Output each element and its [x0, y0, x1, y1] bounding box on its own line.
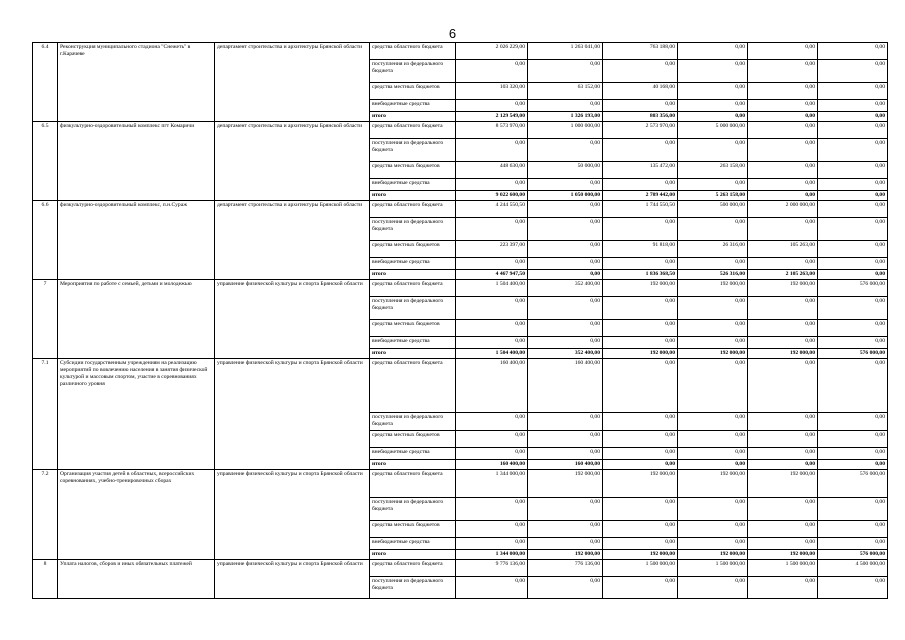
amount-cell: 0,00 — [818, 297, 888, 320]
amount-cell: 50 000,00 — [528, 162, 603, 179]
funding-source: итого — [370, 349, 456, 359]
amount-cell: 1 500 000,00 — [748, 560, 818, 577]
amount-cell: 4 244 550,50 — [456, 201, 528, 218]
amount-cell: 2 026 229,00 — [456, 43, 528, 60]
amount-cell: 0,00 — [818, 258, 888, 270]
table-row — [33, 359, 888, 413]
amount-cell: 0,00 — [748, 43, 818, 60]
amount-cell: 576 000,00 — [818, 470, 888, 498]
funding-source: внебюджетные средства — [370, 448, 456, 460]
table-row — [33, 201, 888, 218]
amount-cell: 0,00 — [603, 538, 678, 550]
amount-cell: 0,00 — [678, 320, 748, 337]
amount-cell: 105 263,00 — [748, 241, 818, 258]
funding-source: итого — [370, 191, 456, 201]
amount-cell: 576 000,00 — [818, 550, 888, 560]
amount-cell: 0,00 — [748, 112, 818, 122]
amount-cell: 0,00 — [818, 191, 888, 201]
amount-cell: 1 836 368,50 — [603, 270, 678, 280]
amount-cell: 0,00 — [603, 100, 678, 112]
amount-cell: 0,00 — [678, 448, 748, 460]
amount-cell: 0,00 — [603, 431, 678, 448]
amount-cell: 0,00 — [678, 521, 748, 538]
amount-cell: 0,00 — [528, 448, 603, 460]
amount-cell: 0,00 — [456, 139, 528, 162]
amount-cell: 0,00 — [818, 112, 888, 122]
amount-cell: 0,00 — [818, 577, 888, 599]
funding-source: средства местных бюджетов — [370, 521, 456, 538]
amount-cell: 0,00 — [456, 100, 528, 112]
amount-cell: 192 000,00 — [748, 280, 818, 297]
section-number: 7 — [33, 280, 58, 359]
amount-cell: 0,00 — [748, 359, 818, 413]
amount-cell: 1 000 000,00 — [528, 122, 603, 139]
amount-cell: 1 504 400,00 — [456, 349, 528, 359]
amount-cell: 0,00 — [603, 258, 678, 270]
amount-cell: 0,00 — [603, 139, 678, 162]
amount-cell: 192 000,00 — [603, 280, 678, 297]
section-number: 7.2 — [33, 470, 58, 560]
amount-cell: 0,00 — [748, 460, 818, 470]
amount-cell: 0,00 — [748, 577, 818, 599]
measure-name: физкультурно-оздоровительный комплекс пгт Комаричи — [58, 122, 215, 201]
amount-cell: 576 000,00 — [818, 349, 888, 359]
amount-cell: 0,00 — [456, 448, 528, 460]
amount-cell: 160 400,00 — [528, 359, 603, 413]
amount-cell: 0,00 — [456, 218, 528, 241]
amount-cell: 0,00 — [748, 191, 818, 201]
amount-cell: 0,00 — [456, 498, 528, 521]
amount-cell: 0,00 — [678, 337, 748, 349]
amount-cell: 1 344 000,00 — [456, 550, 528, 560]
amount-cell: 0,00 — [748, 122, 818, 139]
measure-name: Реконструкция муниципального стадиона "Снежеть" в г.Карачеве — [58, 43, 215, 122]
amount-cell: 5 263 158,00 — [678, 191, 748, 201]
amount-cell: 0,00 — [528, 179, 603, 191]
amount-cell: 0,00 — [818, 241, 888, 258]
amount-cell: 1 344 000,00 — [456, 470, 528, 498]
amount-cell: 0,00 — [528, 60, 603, 83]
amount-cell: 192 000,00 — [603, 550, 678, 560]
amount-cell: 0,00 — [748, 337, 818, 349]
section-number: 7.1 — [33, 359, 58, 470]
table-row — [33, 122, 888, 139]
amount-cell: 352 400,00 — [528, 280, 603, 297]
amount-cell: 0,00 — [748, 258, 818, 270]
amount-cell: 2 105 263,00 — [748, 270, 818, 280]
amount-cell: 0,00 — [678, 431, 748, 448]
amount-cell: 0,00 — [678, 112, 748, 122]
amount-cell: 0,00 — [818, 43, 888, 60]
page-number: 6 — [448, 26, 457, 41]
funding-source: поступления из федерального бюджета — [370, 498, 456, 521]
funding-source: средства областного бюджета — [370, 201, 456, 218]
funding-source: внебюджетные средства — [370, 337, 456, 349]
amount-cell: 0,00 — [748, 162, 818, 179]
section-number: 8 — [33, 560, 58, 599]
amount-cell: 0,00 — [678, 43, 748, 60]
funding-source: поступления из федерального бюджета — [370, 60, 456, 83]
funding-source: средства областного бюджета — [370, 470, 456, 498]
amount-cell: 192 000,00 — [678, 470, 748, 498]
amount-cell: 160 400,00 — [456, 359, 528, 413]
amount-cell: 0,00 — [748, 320, 818, 337]
amount-cell: 0,00 — [456, 60, 528, 83]
amount-cell: 500 000,00 — [678, 201, 748, 218]
amount-cell: 0,00 — [603, 320, 678, 337]
amount-cell: 0,00 — [528, 498, 603, 521]
section-number: 6.6 — [33, 201, 58, 280]
amount-cell: 0,00 — [456, 258, 528, 270]
amount-cell: 192 000,00 — [603, 349, 678, 359]
amount-cell: 0,00 — [818, 83, 888, 100]
amount-cell: 0,00 — [748, 60, 818, 83]
amount-cell: 0,00 — [678, 297, 748, 320]
funding-source: итого — [370, 112, 456, 122]
amount-cell: 0,00 — [603, 577, 678, 599]
amount-cell: 8 573 970,00 — [456, 122, 528, 139]
amount-cell: 192 000,00 — [748, 550, 818, 560]
budget-table — [32, 42, 888, 599]
measure-name: физкультурно-оздоровительный комплекс, п.н.Сураж — [58, 201, 215, 280]
executor: департамент строительства и архитектуры Брянской области — [215, 43, 370, 122]
amount-cell: 0,00 — [678, 577, 748, 599]
amount-cell: 40 168,00 — [603, 83, 678, 100]
amount-cell: 0,00 — [748, 521, 818, 538]
amount-cell: 0,00 — [748, 448, 818, 460]
amount-cell: 0,00 — [818, 337, 888, 349]
funding-source: поступления из федерального бюджета — [370, 297, 456, 320]
amount-cell: 0,00 — [818, 139, 888, 162]
measure-name: Субсидии государственным учреждениям на реализацию мероприятий по вовлечению населения в занятия физической культурой и массовым спортом, участие в соревнованиях различного уровня — [58, 359, 215, 470]
amount-cell: 91 818,00 — [603, 241, 678, 258]
amount-cell: 0,00 — [603, 179, 678, 191]
funding-source: поступления из федерального бюджета — [370, 577, 456, 599]
executor: управление физической культуры и спорта Брянской области — [215, 280, 370, 359]
amount-cell: 135 472,00 — [603, 162, 678, 179]
measure-name: Уплата налогов, сборов и иных обязательных платежей — [58, 560, 215, 599]
amount-cell: 526 316,00 — [678, 270, 748, 280]
amount-cell: 0,00 — [603, 413, 678, 431]
amount-cell: 776 136,00 — [528, 560, 603, 577]
amount-cell: 0,00 — [528, 431, 603, 448]
funding-source: средства местных бюджетов — [370, 431, 456, 448]
amount-cell: 5 000 000,00 — [678, 122, 748, 139]
amount-cell: 2 000 000,00 — [748, 201, 818, 218]
amount-cell: 0,00 — [603, 498, 678, 521]
amount-cell: 0,00 — [748, 413, 818, 431]
amount-cell: 4 467 947,50 — [456, 270, 528, 280]
amount-cell: 803 356,00 — [603, 112, 678, 122]
amount-cell: 0,00 — [456, 297, 528, 320]
amount-cell: 0,00 — [678, 218, 748, 241]
amount-cell: 0,00 — [528, 270, 603, 280]
amount-cell: 1 050 000,00 — [528, 191, 603, 201]
amount-cell: 0,00 — [818, 218, 888, 241]
funding-source: средства областного бюджета — [370, 122, 456, 139]
amount-cell: 1 744 550,50 — [603, 201, 678, 218]
amount-cell: 0,00 — [678, 498, 748, 521]
amount-cell: 1 500 000,00 — [678, 560, 748, 577]
amount-cell: 0,00 — [528, 538, 603, 550]
amount-cell: 0,00 — [528, 297, 603, 320]
amount-cell: 0,00 — [456, 337, 528, 349]
amount-cell: 0,00 — [678, 413, 748, 431]
amount-cell: 0,00 — [818, 122, 888, 139]
amount-cell: 1 263 041,00 — [528, 43, 603, 60]
executor: управление физической культуры и спорта Брянской области — [215, 359, 370, 470]
amount-cell: 0,00 — [528, 100, 603, 112]
funding-source: внебюджетные средства — [370, 179, 456, 191]
amount-cell: 0,00 — [528, 577, 603, 599]
amount-cell: 192 000,00 — [748, 470, 818, 498]
amount-cell: 0,00 — [456, 521, 528, 538]
table-row — [33, 280, 888, 297]
amount-cell: 2 129 549,00 — [456, 112, 528, 122]
funding-source: внебюджетные средства — [370, 258, 456, 270]
amount-cell: 26 316,00 — [678, 241, 748, 258]
amount-cell: 160 400,00 — [528, 460, 603, 470]
funding-source: средства областного бюджета — [370, 280, 456, 297]
amount-cell: 0,00 — [528, 139, 603, 162]
amount-cell: 0,00 — [603, 448, 678, 460]
amount-cell: 0,00 — [748, 297, 818, 320]
amount-cell: 0,00 — [456, 431, 528, 448]
amount-cell: 0,00 — [528, 241, 603, 258]
amount-cell: 0,00 — [748, 139, 818, 162]
amount-cell: 0,00 — [603, 218, 678, 241]
amount-cell: 9 776 136,00 — [456, 560, 528, 577]
section-number: 6.4 — [33, 43, 58, 122]
amount-cell: 0,00 — [818, 320, 888, 337]
amount-cell: 0,00 — [603, 460, 678, 470]
amount-cell: 0,00 — [678, 100, 748, 112]
amount-cell: 0,00 — [456, 538, 528, 550]
funding-source: внебюджетные средства — [370, 538, 456, 550]
amount-cell: 763 188,00 — [603, 43, 678, 60]
amount-cell: 0,00 — [748, 538, 818, 550]
amount-cell: 63 152,00 — [528, 83, 603, 100]
amount-cell: 0,00 — [603, 60, 678, 83]
amount-cell: 0,00 — [748, 498, 818, 521]
amount-cell: 0,00 — [678, 538, 748, 550]
executor: департамент строительства и архитектуры Брянской области — [215, 201, 370, 280]
amount-cell: 0,00 — [528, 413, 603, 431]
amount-cell: 192 000,00 — [748, 349, 818, 359]
amount-cell: 576 000,00 — [818, 280, 888, 297]
amount-cell: 192 000,00 — [678, 280, 748, 297]
amount-cell: 0,00 — [528, 320, 603, 337]
funding-source: итого — [370, 270, 456, 280]
amount-cell: 263 158,00 — [678, 162, 748, 179]
amount-cell: 0,00 — [678, 83, 748, 100]
amount-cell: 2 709 442,00 — [603, 191, 678, 201]
amount-cell: 192 000,00 — [528, 550, 603, 560]
funding-source: средства областного бюджета — [370, 43, 456, 60]
amount-cell: 0,00 — [818, 521, 888, 538]
funding-source: итого — [370, 550, 456, 560]
amount-cell: 0,00 — [528, 201, 603, 218]
amount-cell: 103 320,00 — [456, 83, 528, 100]
amount-cell: 0,00 — [748, 100, 818, 112]
amount-cell: 2 573 970,00 — [603, 122, 678, 139]
funding-source: итого — [370, 460, 456, 470]
amount-cell: 0,00 — [678, 258, 748, 270]
amount-cell: 0,00 — [818, 201, 888, 218]
measure-name: Организация участия детей в областных, всероссийских соревнованиях, учебно-тренировочных сборах — [58, 470, 215, 560]
executor: департамент строительства и архитектуры Брянской области — [215, 122, 370, 201]
table-row — [33, 43, 888, 60]
amount-cell: 0,00 — [456, 413, 528, 431]
amount-cell: 1 504 400,00 — [456, 280, 528, 297]
amount-cell: 0,00 — [818, 60, 888, 83]
amount-cell: 0,00 — [818, 270, 888, 280]
amount-cell: 0,00 — [818, 538, 888, 550]
amount-cell: 192 000,00 — [678, 550, 748, 560]
amount-cell: 0,00 — [603, 297, 678, 320]
amount-cell: 223 397,00 — [456, 241, 528, 258]
amount-cell: 0,00 — [456, 320, 528, 337]
funding-source: средства местных бюджетов — [370, 320, 456, 337]
funding-source: поступления из федерального бюджета — [370, 218, 456, 241]
amount-cell: 0,00 — [818, 460, 888, 470]
amount-cell: 0,00 — [818, 100, 888, 112]
amount-cell: 4 500 000,00 — [818, 560, 888, 577]
table-row — [33, 560, 888, 577]
amount-cell: 192 000,00 — [528, 470, 603, 498]
amount-cell: 9 022 600,00 — [456, 191, 528, 201]
amount-cell: 0,00 — [678, 139, 748, 162]
amount-cell: 0,00 — [818, 431, 888, 448]
amount-cell: 352 400,00 — [528, 349, 603, 359]
amount-cell: 0,00 — [818, 498, 888, 521]
funding-source: средства областного бюджета — [370, 359, 456, 413]
funding-source: внебюджетные средства — [370, 100, 456, 112]
amount-cell: 0,00 — [603, 359, 678, 413]
amount-cell: 0,00 — [678, 460, 748, 470]
amount-cell: 0,00 — [528, 218, 603, 241]
amount-cell: 0,00 — [748, 179, 818, 191]
funding-source: поступления из федерального бюджета — [370, 413, 456, 431]
amount-cell: 0,00 — [748, 83, 818, 100]
amount-cell: 0,00 — [678, 359, 748, 413]
amount-cell: 0,00 — [528, 521, 603, 538]
funding-source: поступления из федерального бюджета — [370, 139, 456, 162]
amount-cell: 0,00 — [818, 359, 888, 413]
executor: управление физической культуры и спорта Брянской области — [215, 470, 370, 560]
amount-cell: 0,00 — [818, 413, 888, 431]
amount-cell: 448 630,00 — [456, 162, 528, 179]
amount-cell: 0,00 — [528, 258, 603, 270]
amount-cell: 0,00 — [678, 60, 748, 83]
section-number: 6.5 — [33, 122, 58, 201]
funding-source: средства местных бюджетов — [370, 162, 456, 179]
amount-cell: 0,00 — [818, 162, 888, 179]
amount-cell: 160 400,00 — [456, 460, 528, 470]
amount-cell: 192 000,00 — [678, 349, 748, 359]
amount-cell: 0,00 — [818, 179, 888, 191]
measure-name: Мероприятия по работе с семьей, детьми и молодежью — [58, 280, 215, 359]
amount-cell: 1 326 193,00 — [528, 112, 603, 122]
amount-cell: 0,00 — [603, 337, 678, 349]
table-row — [33, 470, 888, 498]
amount-cell: 0,00 — [456, 577, 528, 599]
executor: управление физической культуры и спорта Брянской области — [215, 560, 370, 599]
funding-source: средства областного бюджета — [370, 560, 456, 577]
amount-cell: 0,00 — [603, 521, 678, 538]
funding-source: средства местных бюджетов — [370, 241, 456, 258]
amount-cell: 1 500 000,00 — [603, 560, 678, 577]
amount-cell: 0,00 — [678, 179, 748, 191]
amount-cell: 0,00 — [818, 448, 888, 460]
amount-cell: 0,00 — [456, 179, 528, 191]
amount-cell: 0,00 — [748, 431, 818, 448]
amount-cell: 0,00 — [528, 337, 603, 349]
funding-source: средства местных бюджетов — [370, 83, 456, 100]
amount-cell: 0,00 — [748, 218, 818, 241]
amount-cell: 192 000,00 — [603, 470, 678, 498]
